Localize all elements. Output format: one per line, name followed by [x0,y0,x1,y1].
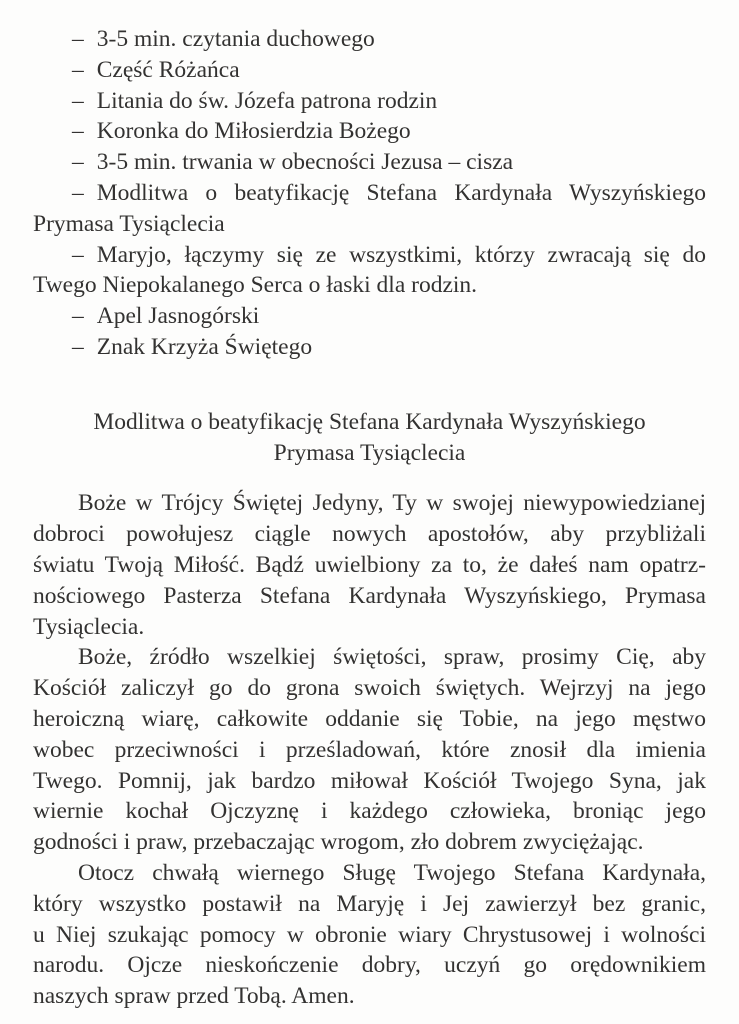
text-run: Prymasa Tysiąclecia [273,439,466,466]
list-item [33,116,706,147]
list-dash-marker: – [72,118,84,145]
text-run: Litania do św. Józefa patrona rodzin [96,87,438,114]
paragraph [33,858,706,1012]
text-line [33,920,706,951]
text-run: naszych spraw przed Tobą. Amen. [33,983,355,1010]
text-line [33,950,706,981]
text-line [33,642,706,673]
paragraph [33,642,706,858]
text-line [33,240,706,271]
text-run: 3-5 min. trwania w obecności Jezusa – cisza [96,149,514,176]
list-dash-marker: – [72,26,84,52]
text-run: Tysiąclecia. [33,613,145,640]
text-line [33,827,706,858]
text-line [33,519,706,550]
text-line [33,147,706,178]
text-run: godności i praw, przebaczając wrogom, zło dobrem zwyciężając. [33,829,644,856]
text-line [33,673,706,704]
text-run: nościowego Pasterza Stefana Kardynała Wyszyńskiego, Prymasa [33,582,706,609]
text-run: Boże w Trójcy Świętej Jedyny, Ty w swojej niewypowiedzianej [78,490,706,517]
text-run: Otocz chwałą wiernego Sługę Twojego Stefana Kardynała, [78,859,706,886]
text-line [33,550,706,581]
list-dash-marker: – [72,149,84,176]
list-item [33,240,706,302]
text-run: u Niej szukając pomocy w obronie wiary Chrystusowej i wolności [33,921,706,948]
text-line [33,332,706,363]
text-line [33,407,706,438]
text-run: Kościół zaliczył go do grona swoich świętych. Wejrzyj na jego [33,675,706,702]
text-run: Twego Niepokalanego Serca o łaski dla rodzin. [33,272,478,299]
text-line [33,488,706,519]
text-line [33,24,706,55]
list-dash-marker: – [72,241,84,268]
prayer-heading [33,407,706,469]
text-line [33,581,706,612]
prayer-body [33,488,706,1012]
text-line [33,116,706,147]
text-line [33,981,706,1012]
text-run: narodu. Ojcze nieskończenie dobry, uczyń go orędownikiem [33,952,706,979]
list-item [33,86,706,117]
list-dash-marker: – [72,56,84,83]
text-line [33,735,706,766]
list-dash-marker: – [72,87,84,114]
text-run: heroiczną wiarę, całkowite oddanie się Tobie, na jego męstwo [33,705,706,732]
text-run: Prymasa Tysiąclecia [33,210,225,237]
text-run: Znak Krzyża Świętego [96,333,313,360]
text-run: Twego. Pomnij, jak bardzo miłował Kościół Twojego Syna, jak [33,767,706,794]
list-dash-marker: – [72,179,84,206]
text-run: dobroci powołujesz ciągle nowych apostołów, aby przybliżali [33,521,706,548]
text-run: Maryjo, łączymy się ze wszystkimi, którzy zwracają się do [96,241,706,268]
text-run: Modlitwa o beatyfikację Stefana Kardynała Wyszyńskiego [93,408,646,435]
text-line [33,55,706,86]
text-run: wobec przeciwności i prześladowań, które znosił dla imienia [33,736,706,763]
list-dash-marker: – [72,333,84,360]
text-run: wiernie kochał Ojczyznę i każdego człowieka, broniąc jego [33,798,706,825]
list-item [33,55,706,86]
text-run: Koronka do Miłosierdzia Bożego [96,118,411,145]
text-run: który wszystko postawił na Maryję i Jej zawierzył bez granic, [33,890,706,917]
text-run: światu Twoją Miłość. Bądź uwielbiony za to, że dałeś nam opatrz- [33,551,706,578]
text-line [33,612,706,643]
text-line [33,766,706,797]
text-line [33,301,706,332]
prayer-checklist [33,24,706,363]
text-line [33,438,706,469]
text-line [33,796,706,827]
list-item [33,178,706,240]
text-line [33,704,706,735]
text-line [33,86,706,117]
list-item [33,24,706,55]
text-run: Apel Jasnogórski [96,303,260,330]
text-line [33,178,706,209]
text-line [33,270,706,301]
list-item [33,301,706,332]
list-item [33,147,706,178]
list-dash-marker: – [72,303,84,330]
text-line [33,209,706,240]
list-item [33,332,706,363]
text-run: Część Różańca [96,56,240,83]
text-run: Modlitwa o beatyfikację Stefana Kardynała Wyszyńskiego [96,179,706,206]
text-run: 3-5 min. czytania duchowego [96,26,375,52]
text-line [33,858,706,889]
paragraph [33,488,706,642]
text-run: Boże, źródło wszelkiej świętości, spraw, prosimy Cię, aby [78,644,706,671]
text-line [33,889,706,920]
